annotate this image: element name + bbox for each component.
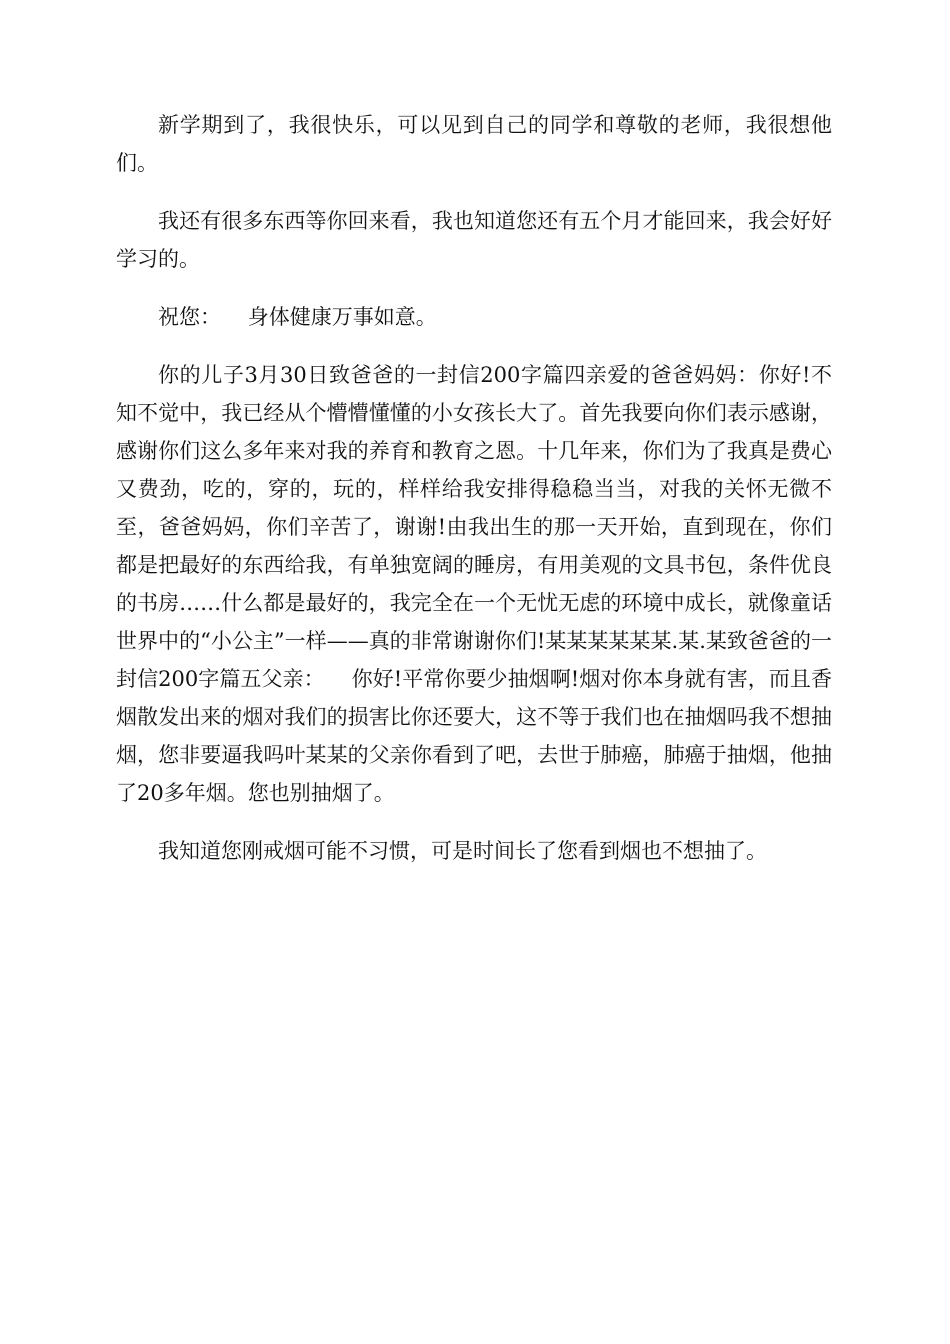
paragraph-1: 新学期到了，我很快乐，可以见到自己的同学和尊敬的老师，我很想他们。 <box>116 113 832 175</box>
paragraph-2: 我还有很多东西等你回来看，我也知道您还有五个月才能回来，我会好好学习的。 <box>116 209 832 271</box>
document-body <box>116 106 832 890</box>
paragraph-4: 你的儿子3月30日致爸爸的一封信200字篇四亲爱的爸爸妈妈：你好!不知不觉中，我已经从个懵懵懂懂的小女孩长大了。首先我要向你们表示感谢，感谢你们这么多年来对我的养育和教育之恩。十几年来，你们为了我真是费心又费劲，吃的，穿的，玩的，样样给我安排得稳稳当当，对我的关怀无微不至，爸爸妈妈，你们辛苦了，谢谢!由我出生的那一天开始，直到现在，你们都是把最好的东西给我，有单独宽阔的睡房，有用美观的文具书包，条件优良的书房……什么都是最好的，我完全在一个无忧无虑的环境中成长，就像童话世界中的“小公主”一样——真的非常谢谢你们!某某某某某某.某.某致爸爸的一封信200字篇五父亲： 你好!平常你要少抽烟啊!烟对你本身就有害，而且香烟散发出来的烟对我们的损害比你还要大，这不等于我们也在抽烟吗我不想抽烟，您非要逼我吗叶某某的父亲你看到了吧，去世于肺癌，肺癌于抽烟，他抽了20多年烟。您也别抽烟了。 <box>116 363 832 805</box>
paragraph-3: 祝您： 身体健康万事如意。 <box>158 305 437 329</box>
paragraph-5: 我知道您刚戒烟可能不习惯，可是时间长了您看到烟也不想抽了。 <box>158 839 767 863</box>
